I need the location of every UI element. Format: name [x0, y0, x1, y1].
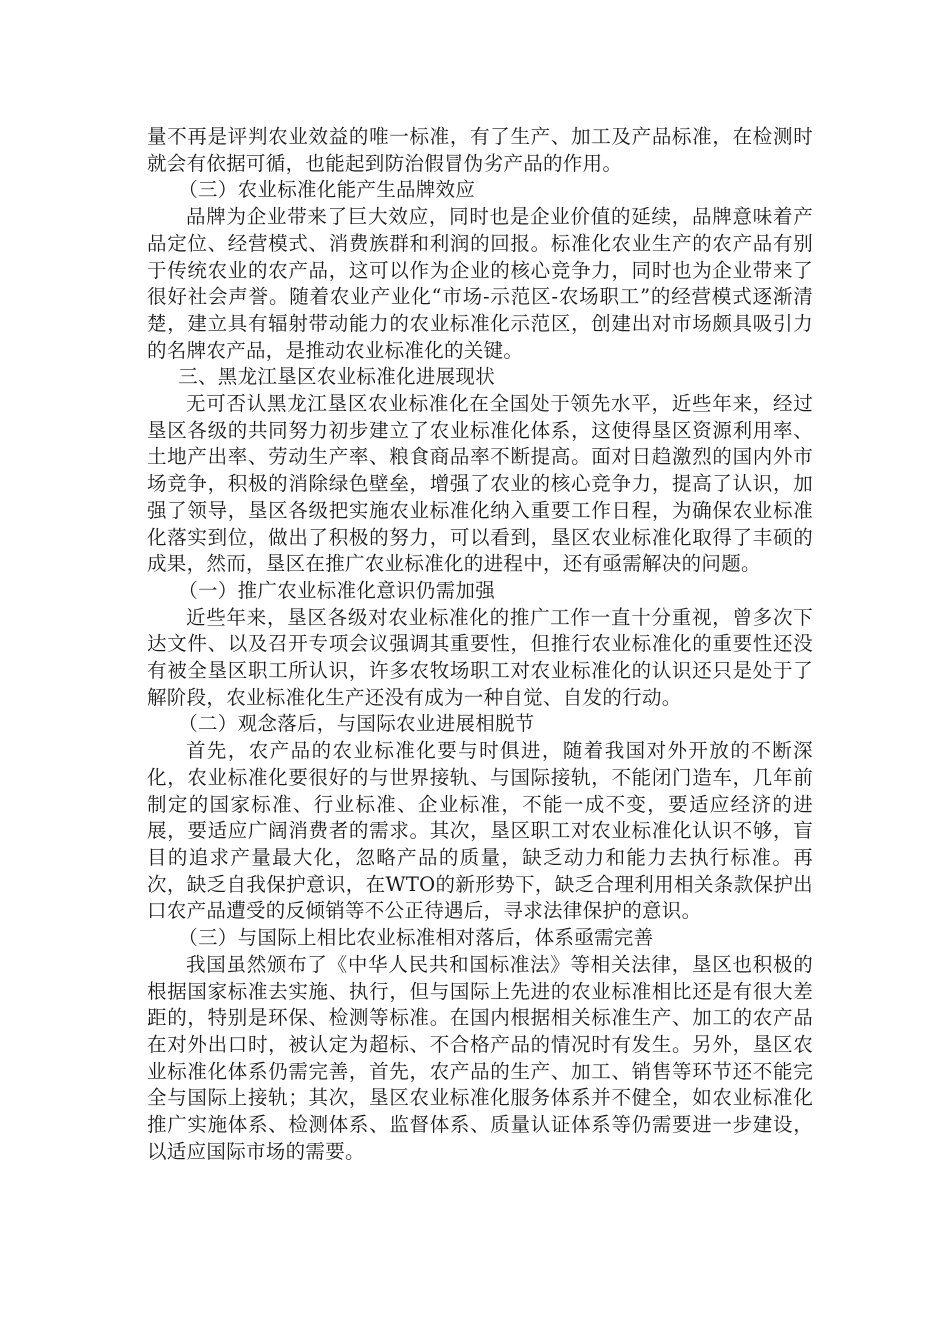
section-heading-brand-effect: （三）农业标准化能产生品牌效应 [178, 178, 476, 202]
document-body [147, 124, 813, 1165]
paragraph-status: 无可否认黑龙江垦区农业标准化在全国处于领先水平，近些年来，经过垦区各级的共同努力初步建立了农业标准化体系，这使得垦区资源利用率、土地产出率、劳动生产率、粮食商品率不断提高。面对日趋激烈的国内外市场竞争，积极的消除绿色壁垒，增强了农业的核心竞争力，提高了认识，加强了领导，垦区各级把实施农业标准化纳入重要工作日程，为确保农业标准化落实到位，做出了积极的努力，可以看到，垦区农业标准化取得了丰硕的成果，然而，垦区在推广农业标准化的进程中，还有亟需解决的问题。 [147, 392, 813, 576]
paragraph-brand-effect: 品牌为企业带来了巨大效应，同时也是企业价值的延续，品牌意味着产品定位、经营模式、消费族群和利润的回报。标准化农业生产的农产品有别于传统农业的农产品，这可以作为企业的核心竞争力，同时也为企业带来了很好社会声誉。随着农业产业化“市场-示范区-农场职工”的经营模式逐渐清楚，建立具有辐射带动能力的农业标准化示范区，创建出对市场颇具吸引力的名牌农产品，是推动农业标准化的关键。 [147, 205, 813, 362]
paragraph-continued: 量不再是评判农业效益的唯一标准，有了生产、加工及产品标准，在检测时就会有依据可循，也能起到防治假冒伪劣产品的作用。 [147, 125, 813, 175]
section-heading-status: 三、黑龙江垦区农业标准化进展现状 [178, 365, 495, 389]
section-heading-standards-lag: （三）与国际上相比农业标准相对落后，体系亟需完善 [178, 926, 654, 950]
section-heading-awareness: （一）推广农业标准化意识仍需加强 [178, 578, 495, 602]
section-heading-outdated-concepts: （二）观念落后，与国际农业进展相脱节 [178, 712, 535, 736]
paragraph-outdated-concepts: 首先，农产品的农业标准化要与时俱进，随着我国对外开放的不断深化，农业标准化要很好的与世界接轨、与国际接轨，不能闭门造车，几年前制定的国家标准、行业标准、企业标准，不能一成不变，要适应经济的进展，要适应广阔消费者的需求。其次，垦区职工对农业标准化认识不够，盲目的追求产量最大化，忽略产品的质量，缺乏动力和能力去执行标准。再次，缺乏自我保护意识，在WTO的新形势下，缺乏合理利用相关条款保护出口农产品遭受的反倾销等不公正待遇后，寻求法律保护的意识。 [147, 739, 813, 923]
paragraph-standards-lag: 我国虽然颁布了《中华人民共和国标准法》等相关法律，垦区也积极的根据国家标准去实施、执行，但与国际上先进的农业标准相比还是有很大差距的，特别是环保、检测等标准。在国内根据相关标准生产、加工的农产品在对外出口时，被认定为超标、不合格产品的情况时有发生。另外，垦区农业标准化体系仍需完善，首先，农产品的生产、加工、销售等环节还不能完全与国际上接轨；其次，垦区农业标准化服务体系并不健全，如农业标准化推广实施体系、检测体系、监督体系、质量认证体系等仍需要进一步建设，以适应国际市场的需要。 [147, 952, 813, 1163]
paragraph-awareness: 近些年来，垦区各级对农业标准化的推广工作一直十分重视，曾多次下达文件、以及召开专项会议强调其重要性，但推行农业标准化的重要性还没有被全垦区职工所认识，许多农牧场职工对农业标准化的认识还只是处于了解阶段，农业标准化生产还没有成为一种自觉、自发的行动。 [147, 605, 813, 709]
